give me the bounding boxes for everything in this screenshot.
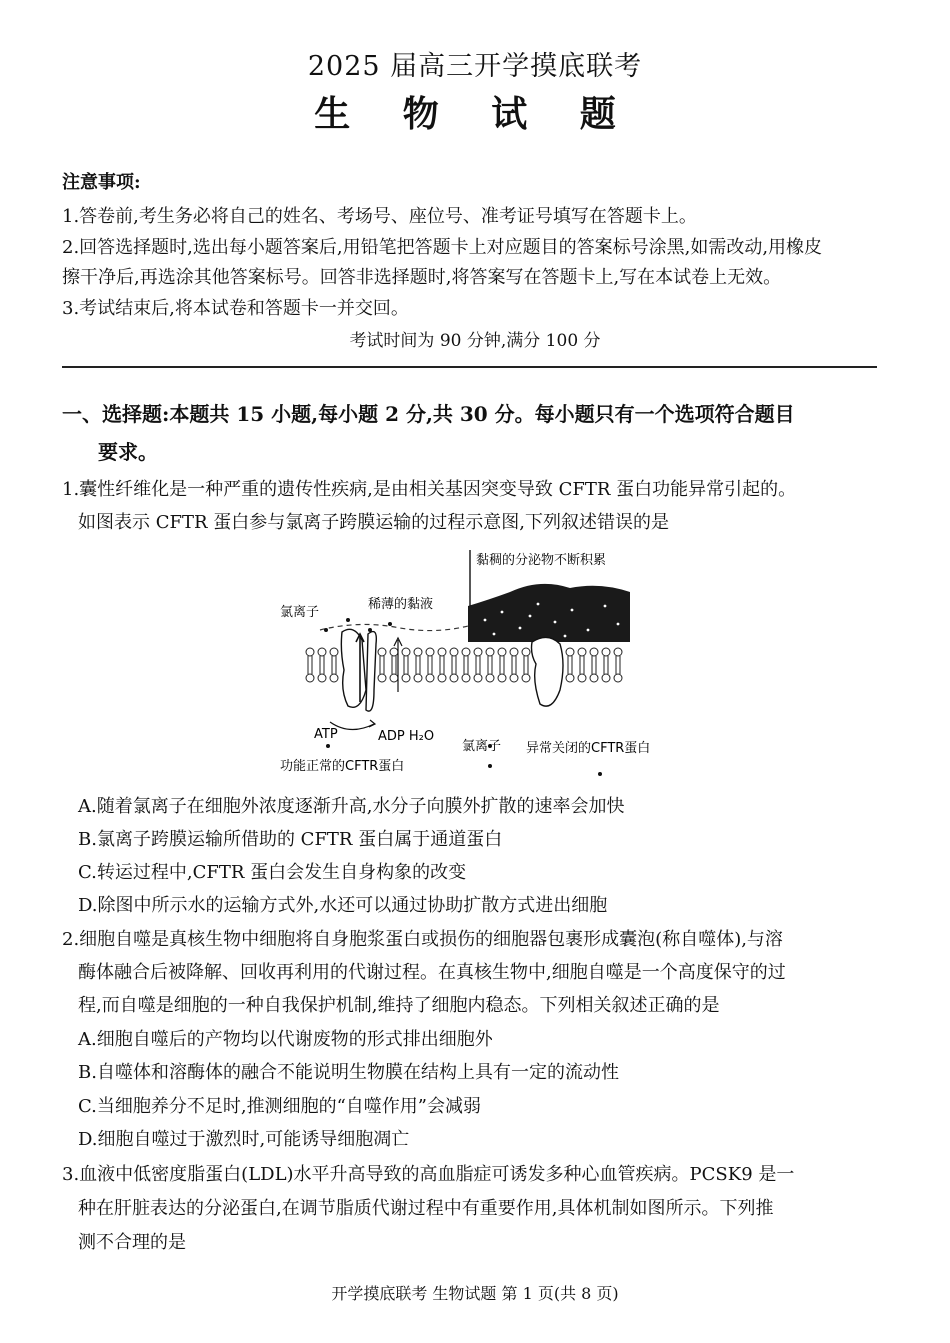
subject-title: 生 物 试 题 [314, 93, 636, 135]
q2-stem-line-1: 2.细胞自噬是真核生物中细胞将自身胞浆蛋白或损伤的细胞器包裹形成囊泡(称自噬体),与溶 [62, 929, 783, 950]
label-atp: ATP [314, 727, 338, 742]
label-normal-cftr: 功能正常的CFTR蛋白 [280, 759, 405, 774]
q2-stem-line-3: 程,而自噬是细胞的一种自我保护机制,维持了细胞内稳态。下列相关叙述正确的是 [78, 995, 720, 1016]
section-heading-line-1: 一、选择题:本题共 15 小题,每小题 2 分,共 30 分。每小题只有一个选项符合题目 [62, 402, 795, 426]
q1-stem-line-1: 1.囊性纤维化是一种严重的遗传性疾病,是由相关基因突变导致 CFTR 蛋白功能异常引起的。 [62, 479, 797, 500]
label-abnormal-cftr: 异常关闭的CFTR蛋白 [526, 741, 651, 756]
exam-title: 2025 届高三开学摸底联考 [307, 51, 643, 82]
q3-stem-line-3: 测不合理的是 [78, 1232, 186, 1253]
q1-option-a: A.随着氯离子在细胞外浓度逐渐升高,水分子向膜外扩散的速率会加快 [78, 796, 625, 817]
normal-cftr-right-half [366, 632, 376, 712]
exam-time-info: 考试时间为 90 分钟,满分 100 分 [349, 331, 601, 351]
q1-option-d: D.除图中所示水的运输方式外,水还可以通过协助扩散方式进出细胞 [78, 895, 608, 916]
divider-rule [62, 366, 877, 368]
normal-cftr-left-half [341, 629, 366, 707]
notice-heading: 注意事项: [62, 172, 141, 193]
label-chloride-ion-right: 氯离子 [462, 739, 502, 754]
q1-stem-line-2: 如图表示 CFTR 蛋白参与氯离子跨膜运输的过程示意图,下列叙述错误的是 [78, 512, 669, 533]
section-heading-line-2: 要求。 [98, 440, 158, 464]
cftr-membrane-figure [270, 540, 710, 780]
q2-stem-line-2: 酶体融合后被降解、回收再利用的代谢过程。在真核生物中,细胞自噬是一个高度保守的过 [78, 962, 786, 983]
notice-line-4: 3.考试结束后,将本试卷和答题卡一并交回。 [62, 298, 409, 319]
label-thin-mucus: 稀薄的黏液 [368, 597, 434, 612]
q1-option-b: B.氯离子跨膜运输所借助的 CFTR 蛋白属于通道蛋白 [78, 829, 503, 850]
abnormal-cftr-protein [532, 637, 564, 706]
notice-line-3: 擦干净后,再选涂其他答案标号。回答非选择题时,将答案写在答题卡上,写在本试卷上无效。 [62, 267, 782, 288]
thin-mucus-line [320, 624, 468, 630]
q2-option-b: B.自噬体和溶酶体的融合不能说明生物膜在结构上具有一定的流动性 [78, 1062, 619, 1083]
q2-option-c: C.当细胞养分不足时,推测细胞的“自噬作用”会减弱 [78, 1096, 481, 1117]
label-chloride-ion-left: 氯离子 [280, 605, 320, 620]
q1-option-c: C.转运过程中,CFTR 蛋白会发生自身构象的改变 [78, 862, 467, 883]
label-mucus-accumulation: 黏稠的分泌物不断积累 [476, 553, 607, 568]
label-adp-h2o: ADP H₂O [378, 729, 435, 744]
notice-line-1: 1.答卷前,考生务必将自己的姓名、考场号、座位号、准考证号填写在答题卡上。 [62, 206, 697, 227]
q3-stem-line-1: 3.血液中低密度脂蛋白(LDL)水平升高导致的高血脂症可诱发多种心血管疾病。PCSK9 是一 [62, 1164, 795, 1185]
notice-line-2: 2.回答选择题时,选出每小题答案后,用铅笔把答题卡上对应题目的答案标号涂黑,如需改动,用橡皮 [62, 237, 823, 258]
q2-option-d: D.细胞自噬过于激烈时,可能诱导细胞凋亡 [78, 1129, 410, 1150]
q2-option-a: A.细胞自噬后的产物均以代谢废物的形式排出细胞外 [78, 1029, 493, 1050]
q3-stem-line-2: 种在肝脏表达的分泌蛋白,在调节脂质代谢过程中有重要作用,具体机制如图所示。下列推 [78, 1198, 774, 1219]
thick-mucus-area [468, 584, 630, 642]
page-footer: 开学摸底联考 生物试题 第 1 页(共 8 页) [331, 1284, 619, 1303]
